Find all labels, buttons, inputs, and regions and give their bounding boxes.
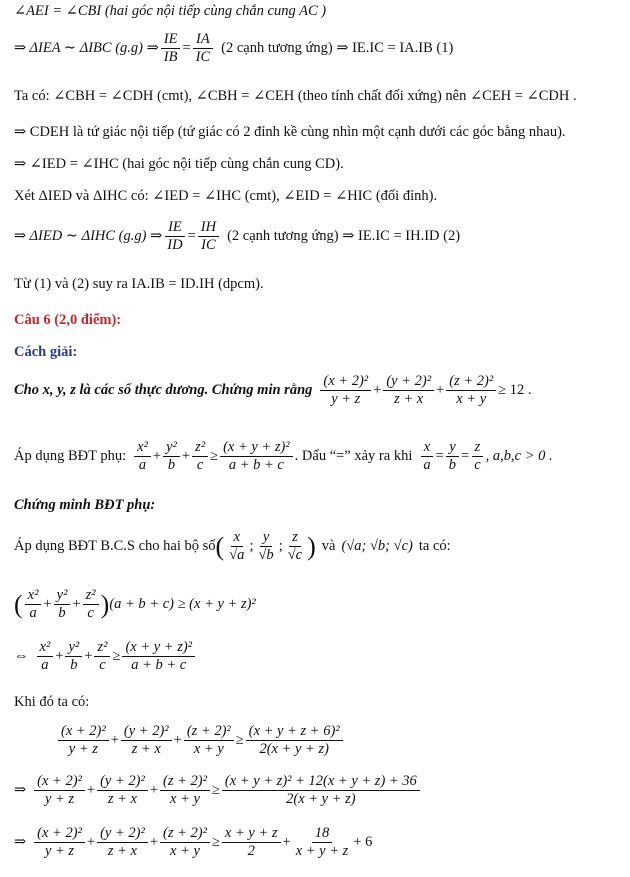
num: y [260, 530, 272, 547]
den: IC [201, 237, 216, 254]
den: b [58, 605, 66, 622]
den: a + b + c [131, 657, 187, 674]
text: Cho x, y, z là các số thực dương. Chứng min rằng [14, 382, 313, 399]
text: Câu 6 (2,0 điểm): [14, 312, 122, 328]
den: IB [163, 49, 178, 66]
fraction [134, 440, 151, 473]
den: a [138, 457, 147, 474]
fraction [122, 640, 195, 673]
fraction [383, 374, 434, 407]
fraction [293, 826, 352, 859]
den: IC [195, 49, 211, 66]
num: (x + 2)² [320, 374, 371, 391]
num: IE [165, 220, 185, 237]
fraction [255, 530, 276, 563]
fraction [446, 374, 496, 407]
num: z² [83, 588, 99, 605]
fraction [54, 588, 71, 621]
fraction [94, 640, 110, 673]
fraction [34, 826, 85, 859]
fraction [58, 724, 109, 757]
fraction [226, 530, 247, 563]
num: y² [163, 440, 180, 457]
fraction [34, 774, 85, 807]
den: a [41, 657, 49, 674]
text: . Dấu “=” xảy ra khi [294, 448, 413, 465]
den: b [448, 457, 457, 474]
den: y + z [331, 391, 361, 408]
fraction [65, 640, 82, 673]
num: IA [193, 32, 213, 49]
den: b [167, 457, 176, 474]
den: y + z [44, 791, 75, 808]
fraction [222, 826, 281, 859]
text: Chứng minh BĐT phụ: [14, 497, 156, 513]
num: x + y + z [222, 826, 281, 843]
num: (y + 2)² [97, 774, 148, 791]
num: IH [198, 220, 219, 237]
num: (z + 2)² [446, 374, 496, 391]
text: ⇒ CDEH là tứ giác nội tiếp (tứ giác có 2 đỉnh kề cùng nhìn một cạnh dưới các góc bằng nhau). [14, 124, 566, 140]
num: (y + 2)² [121, 724, 172, 741]
num: 18 [312, 826, 333, 843]
num: (z + 2)² [160, 774, 210, 791]
fraction [184, 724, 234, 757]
text: Ta có: ∠CBH = ∠CDH (cmt), ∠CBH = ∠CEH (theo tính chất đối xứng) nên ∠CEH = ∠CDH . [14, 88, 577, 104]
fraction [222, 774, 420, 807]
num: (z + 2)² [160, 826, 210, 843]
den: z + x [131, 741, 161, 758]
fraction [121, 724, 172, 757]
proof-line-2: ⇒ ΔIEA ∼ ΔIBC (g.g) ⇒ $\frac{IE}{IB}$ = $\frac{IA}{IC}$ (2 cạnh tương ứng) ⇒ IE.IC = IA.IB (1) [14, 31, 454, 66]
num: x [231, 530, 243, 547]
den: a [29, 605, 37, 622]
fraction [320, 374, 371, 407]
text: Xét ΔIED và ΔIHC có: ∠IED = ∠IHC (cmt), ∠EID = ∠HIC (đối đỉnh). [14, 188, 438, 204]
fraction [97, 826, 148, 859]
num: (x + 2)² [34, 774, 85, 791]
text: ≥ 12 . [498, 382, 532, 399]
question-heading [14, 312, 121, 329]
num: (x + y + z + 6)² [246, 724, 343, 741]
fraction [246, 724, 343, 757]
den: 2(x + y + z) [286, 791, 356, 808]
den: y + z [68, 741, 98, 758]
num: (y + 2)² [97, 826, 148, 843]
den: c [474, 457, 481, 474]
proof-line-7: ⇒ ΔIED ∼ ΔIHC (g.g) ⇒ $\frac{IE}{ID}$ = $\frac{IH}{IC}$ (2 cạnh tương ứng) ⇒ IE.IC = IH.ID (2) [14, 219, 461, 254]
text: ta có: [418, 538, 451, 555]
den: x + y [193, 741, 224, 758]
fraction [285, 530, 305, 563]
fraction [193, 32, 214, 65]
num: x [421, 440, 433, 457]
num: (x + 2)² [58, 724, 109, 741]
num: (y + 2)² [383, 374, 434, 391]
den: x + y + z [295, 843, 349, 860]
bcs-line: Áp dụng BĐT B.C.S cho hai bộ số ( $\frac{x}{√a}$ ; $\frac{y}{√b}$ ; $\frac{z}{√c}$ ) và (√a; √b; √c) ta có: [14, 529, 451, 564]
fraction [37, 640, 54, 673]
num: x² [25, 588, 42, 605]
fraction [446, 440, 459, 473]
num: (x + y + z)² + 12(x + y + z) + 36 [222, 774, 420, 791]
aux-inequality: Áp dụng BĐT phụ: $\frac{\text{x²}}{a}$ + $\frac{\text{y²}}{b}$ + $\frac{\text{z²}}{c}$ ≥ $\frac{\text{(x + y + z)²}}{a + b + c}$ . Dấu “=” xảy ra khi $\frac{x}{a}$ = $\frac{y}{b}$ = $\frac{z}{c}$ , a,b,c > 0 . [14, 439, 553, 474]
fraction [163, 440, 180, 473]
fraction [420, 440, 433, 473]
proof-line-3 [14, 88, 577, 105]
step-3: ⇒ $\frac{\text{(x + 2)²}}{y + z}$ + $\frac{\text{(y + 2)²}}{z + x}$ + $\frac{\text{(z + 2)²}}{x + y}$ ≥ $\frac{x + y + z}{2}$ + $\frac{18}{x + y + z}$ + 6 [14, 825, 373, 860]
den: z + x [394, 391, 424, 408]
den: x + y [170, 791, 200, 808]
fraction [192, 440, 208, 473]
text: Áp dụng BĐT B.C.S cho hai bộ số [14, 538, 216, 555]
num: z² [94, 640, 110, 657]
text: ⇒ ΔIED ∼ ΔIHC (g.g) ⇒ [14, 228, 163, 245]
problem-statement: Cho x, y, z là các số thực dương. Chứng min rằng $\frac{\text{(x + 2)²}}{y + z}$ + $\frac{\text{(y + 2)²}}{z + x}$ + $\frac{\text{(z + 2)²}}{x + y}$ ≥ 12 . [14, 373, 532, 408]
num: (x + y + z)² [220, 440, 293, 457]
den: x + y [456, 391, 487, 408]
text: Áp dụng BĐT phụ: [14, 448, 127, 465]
step-1: $\frac{\text{(x + 2)²}}{y + z}$ + $\frac{\text{(y + 2)²}}{z + x}$ + $\frac{\text{(z + 2)²}}{x + y}$ ≥ $\frac{\text{(x + y + z + 6)²}}{2(x + y + z)}$ [56, 724, 345, 757]
text: ∠AEI = ∠CBI (hai góc nội tiếp cùng chắn cung AC ) [14, 3, 327, 19]
fraction [97, 774, 148, 807]
den: z + x [107, 843, 137, 860]
num: z [289, 530, 301, 547]
text: (2 cạnh tương ứng) ⇒ IE.IC = IH.ID (2) [227, 228, 461, 245]
proof-line-1 [14, 3, 326, 20]
text: Khi đó ta có: [14, 694, 90, 710]
text: ⇒ ΔIEA ∼ ΔIBC (g.g) ⇒ [14, 40, 159, 57]
num: (z + 2)² [184, 724, 234, 741]
fraction [160, 826, 210, 859]
fraction [160, 774, 210, 807]
num: z² [192, 440, 208, 457]
num: z [472, 440, 484, 457]
den: a [423, 457, 431, 474]
step-2: ⇒ $\frac{\text{(x + 2)²}}{y + z}$ + $\frac{\text{(y + 2)²}}{z + x}$ + $\frac{\text{(z + 2)²}}{x + y}$ ≥ $\frac{\text{(x + y + z)² + 12(x + y + z) + 36}}{2(x + y + z)}$ [14, 774, 422, 807]
den: 2 [247, 843, 255, 860]
proof-line-5 [14, 156, 344, 173]
text: (a + b + c) ≥ (x + y + z)² [109, 596, 256, 613]
subheading [14, 497, 155, 514]
den: z + x [107, 791, 137, 808]
den: a + b + c [228, 457, 284, 474]
text: (2 cạnh tương ứng) ⇒ IE.IC = IA.IB (1) [221, 40, 454, 57]
fraction [161, 32, 181, 65]
text: , a,b,c > 0 . [485, 448, 553, 465]
den: √a [229, 547, 245, 564]
num: IE [161, 32, 181, 49]
den: 2(x + y + z) [259, 741, 329, 758]
text: và [321, 538, 336, 555]
den: c [87, 605, 94, 622]
num: x² [134, 440, 151, 457]
text: (√a; √b; √c) [341, 538, 413, 555]
num: y [446, 440, 458, 457]
cauchy-result: ⇔ $\frac{\text{x²}}{a}$ + $\frac{\text{y²}}{b}$ + $\frac{\text{z²}}{c}$ ≥ $\frac{\text{(x + y + z)²}}{a + b + c}$ [14, 640, 197, 673]
text: Cách giải: [14, 344, 78, 360]
num: (x + 2)² [34, 826, 85, 843]
den: c [99, 657, 106, 674]
fraction [83, 588, 99, 621]
den: y + z [44, 843, 75, 860]
fraction [164, 220, 185, 253]
den: x + y [170, 843, 200, 860]
den: ID [167, 237, 183, 254]
text: ⇒ ∠IED = ∠IHC (hai góc nội tiếp cùng chắn cung CD). [14, 156, 344, 172]
solution-heading [14, 344, 77, 361]
fraction [220, 440, 293, 473]
proof-line-8 [14, 276, 264, 293]
khi-do [14, 694, 89, 711]
text: + 6 [353, 834, 373, 851]
cauchy-line: ( $\frac{\text{x²}}{a}$ + $\frac{\text{y²}}{b}$ + $\frac{\text{z²}}{c}$ ) (a + b + c) ≥ (x + y + z)² [14, 587, 256, 622]
den: √b [258, 547, 274, 564]
fraction [471, 440, 483, 473]
proof-line-6 [14, 188, 437, 205]
proof-line-4 [14, 124, 566, 141]
num: y² [54, 588, 71, 605]
fraction [198, 220, 219, 253]
num: (x + y + z)² [122, 640, 195, 657]
den: c [196, 457, 204, 474]
num: x² [37, 640, 54, 657]
den: b [70, 657, 78, 674]
fraction [25, 588, 42, 621]
num: y² [65, 640, 82, 657]
text: Từ (1) và (2) suy ra IA.IB = ID.IH (dpcm). [14, 276, 264, 292]
den: √c [287, 547, 303, 564]
